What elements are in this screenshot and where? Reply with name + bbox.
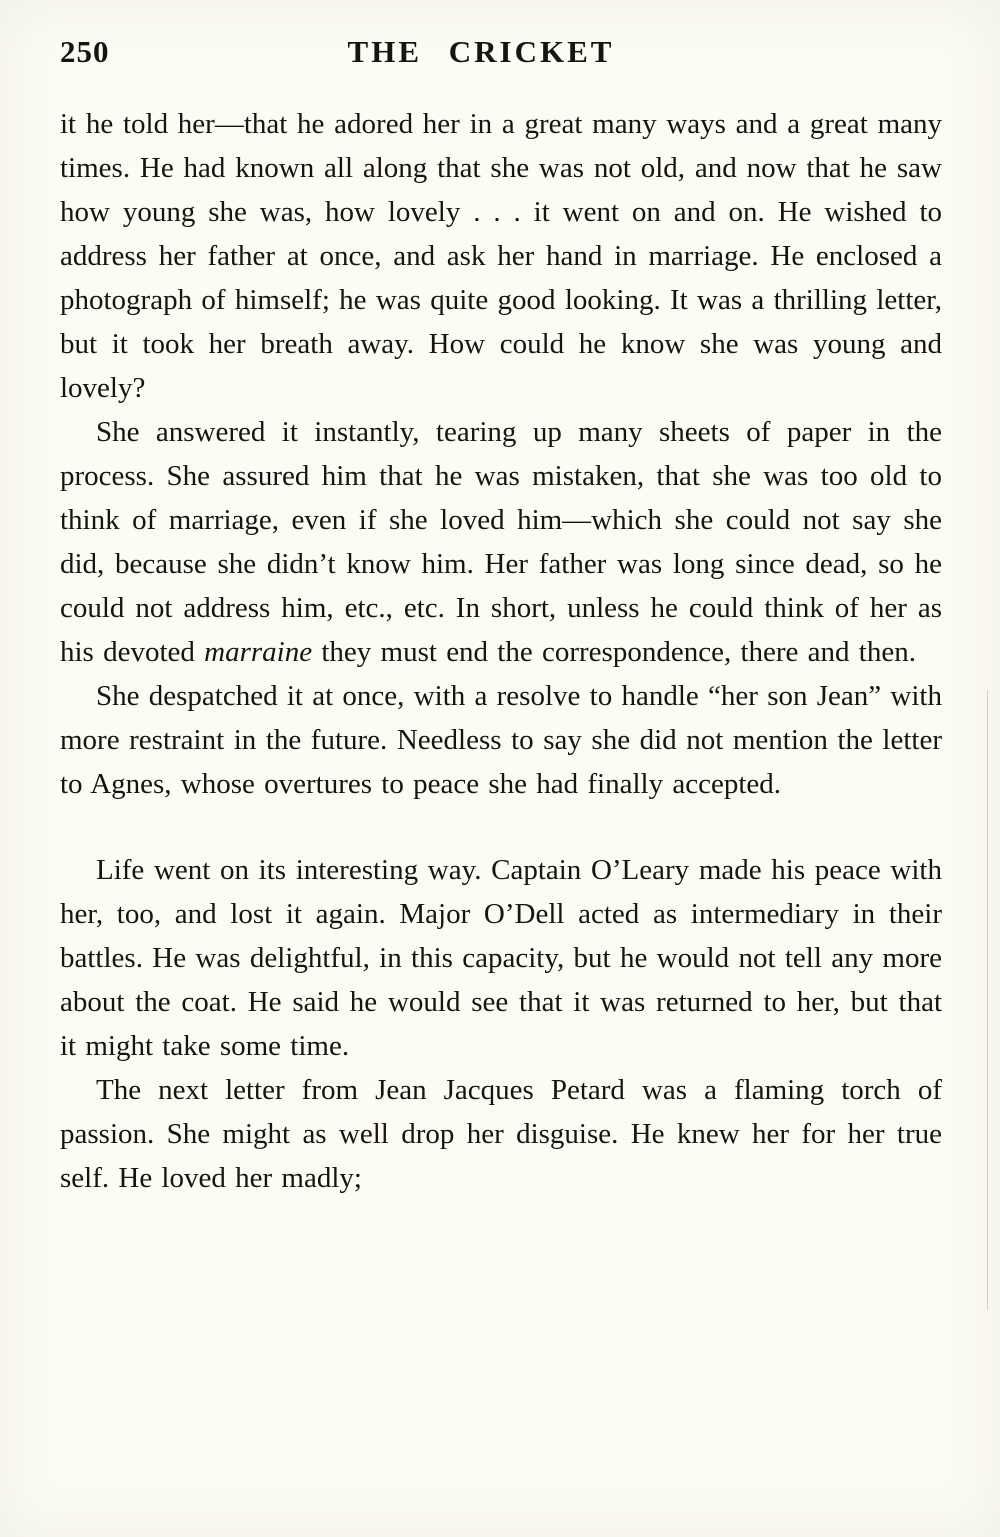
paragraph <box>60 848 942 1068</box>
paragraph <box>60 1068 942 1200</box>
paragraph <box>60 674 942 806</box>
text-segment: they must end the correspondence, there and then. <box>312 636 916 668</box>
scan-artifact-line <box>987 690 988 1310</box>
text-segment: She despatched it at once, with a resolve to handle “her son Jean” with more restraint in the future. Needless to say she did not mention the letter to Agnes, whose overtures to peace she had finally accepted. <box>60 680 942 800</box>
text-block <box>60 102 942 1200</box>
text-segment: Life went on its interesting way. Captain O’Leary made his peace with her, too, and lost it again. Major O’Dell acted as intermediary in their battles. He was delightful, in this capacity, but he would not tell any more about the coat. He said he would see that it was returned to her, but that it might take some time. <box>60 854 942 1062</box>
paragraph <box>60 102 942 410</box>
text-segment: it he told her—that he adored her in a great many ways and a great many times. He had known all along that she was not old, and now that he saw how young she was, how lovely . . . it went on and on. He wished to address her father at once, and ask her hand in marriage. He enclosed a photograph of himself; he was quite good looking. It was a thrilling letter, but it took her breath away. How could he know she was young and lovely? <box>60 108 942 404</box>
paragraph <box>60 410 942 674</box>
page-title: THE CRICKET <box>347 34 615 69</box>
text-segment: She answered it instantly, tearing up many sheets of paper in the process. She assured him that he was mistaken, that she was too old to think of marriage, even if she loved him—which she could not say she did, because she didn’t know him. Her father was long since dead, so he could not address him, etc., etc. In short, unless he could think of her as his devoted <box>60 416 942 668</box>
text-segment: The next letter from Jean Jacques Petard was a flaming torch of passion. She might as well drop her disguise. He knew her for her true self. He loved her madly; <box>60 1074 942 1194</box>
page-header <box>60 34 942 84</box>
italic-text-segment: marraine <box>204 636 313 668</box>
page-number: 250 <box>60 34 110 69</box>
